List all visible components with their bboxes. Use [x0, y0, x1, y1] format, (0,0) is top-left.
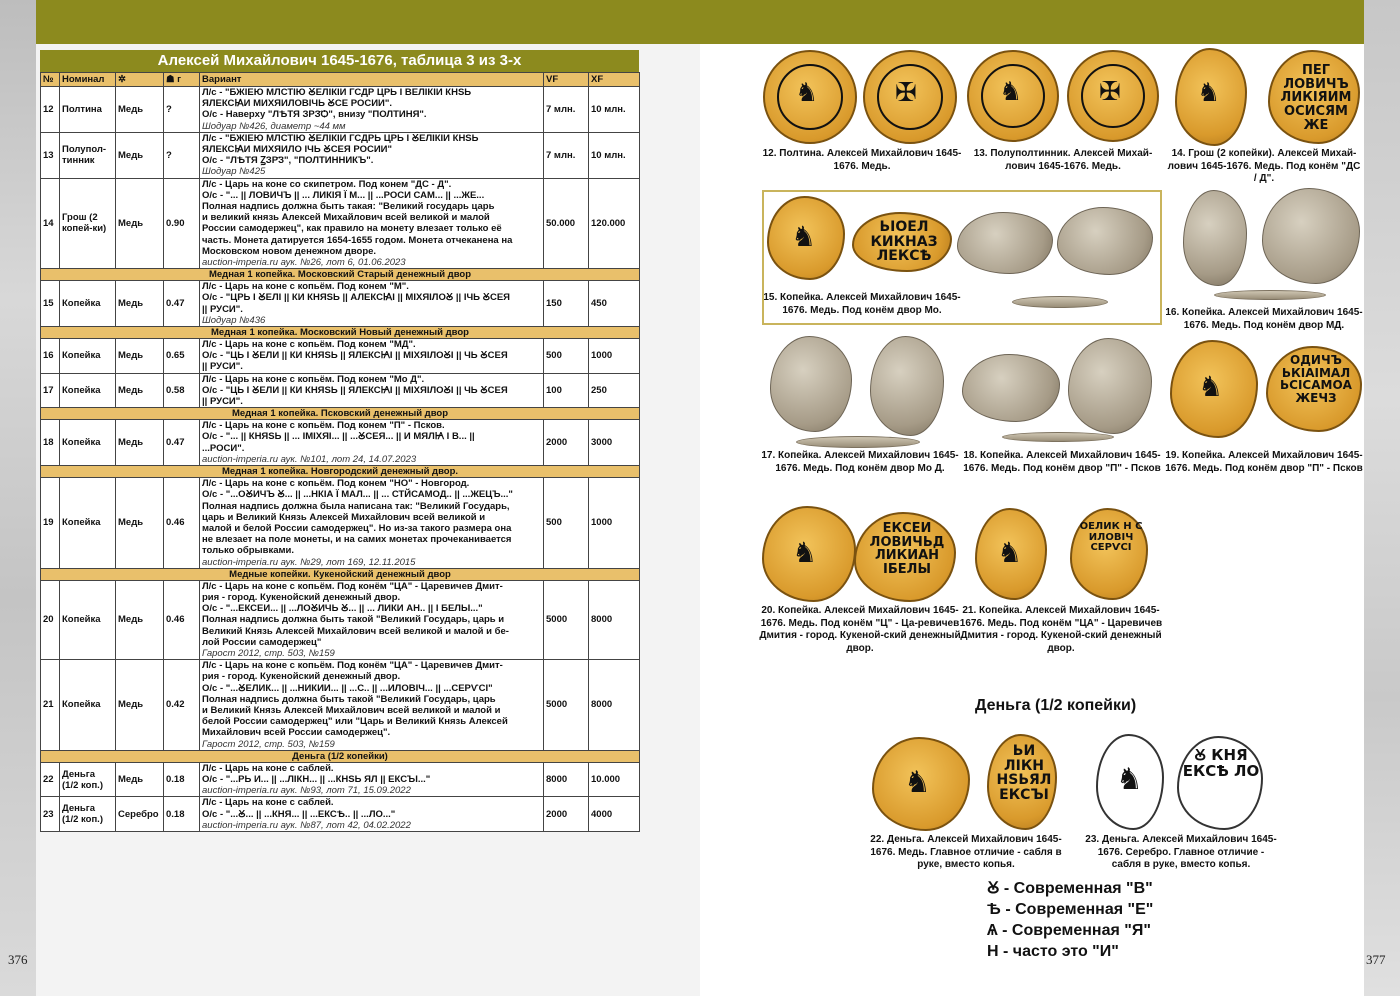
- variant-line: ...РОСИ".: [202, 442, 245, 454]
- cell-number: 17: [41, 373, 60, 408]
- cell-nominal: Копейка: [60, 281, 116, 327]
- variant-line: Михайлович всей России самодержец".: [202, 727, 391, 739]
- cell-metal: Медь: [116, 339, 164, 374]
- cell-nominal: Копейка: [60, 580, 116, 659]
- cell-xf: 120.000: [589, 178, 640, 269]
- coin-15-edge: [1012, 296, 1108, 308]
- cell-vf: 100: [544, 373, 589, 408]
- legend-line: Н - часто это "И": [987, 943, 1119, 960]
- header-bar: [36, 0, 1364, 44]
- rider-with-saber-icon: ♞: [1116, 762, 1143, 797]
- coin-15-obverse: [767, 196, 845, 280]
- variant-line: || РУСИ".: [202, 361, 243, 373]
- variant-line: О/с - "... || КНЯЅЬ || ... IМIХЯI... || ...ꙊСЕЯ... || И МЯЛꙖ I В... ||: [202, 431, 475, 443]
- cell-xf: 10.000: [589, 762, 640, 797]
- rider-icon: ♞: [997, 536, 1023, 569]
- cell-metal: Медь: [116, 580, 164, 659]
- cell-vf: 150: [544, 281, 589, 327]
- coin-17-edge: [796, 436, 920, 448]
- table-title: Алексей Михайлович 1645-1676, таблица 3 из 3-х: [40, 50, 639, 72]
- cell-vf: 500: [544, 339, 589, 374]
- coin-15-reverse: [852, 212, 952, 272]
- cell-weight: 0.46: [164, 580, 200, 659]
- coin-23-legend: Ꙋ КНЯ ЕКСѢ ЛО: [1182, 746, 1260, 780]
- table-row: [41, 132, 640, 178]
- variant-line: часть. Монета датируется 1654-1655 годом. Монета отчеканена на: [202, 234, 513, 246]
- cell-metal: Медь: [116, 87, 164, 133]
- cell-variant: [200, 87, 544, 133]
- variant-line: Л/с - Царь на коне с копьём. Под конём "ЦА" - Царевичев Дмит-: [202, 580, 503, 592]
- cell-nominal: Копейка: [60, 420, 116, 466]
- eagle-icon: ✠: [895, 78, 917, 108]
- cell-number: 14: [41, 178, 60, 269]
- variant-source: Шодуар №425: [202, 166, 266, 178]
- coin-13-obverse: [967, 50, 1059, 142]
- coin-12-caption: 12. Полтина. Алексей Михайлович 1645-1676. Медь.: [762, 148, 962, 172]
- variant-line: малой и белой России самодержец". Но из-за такого размера она: [202, 522, 512, 534]
- coin-14-obverse: [1175, 48, 1247, 146]
- cell-vf: 50.000: [544, 178, 589, 269]
- coin-18-edge: [1002, 432, 1114, 442]
- coin-20-legend: ЕКСЕИ ЛОВИЧЬД ЛИКИАН IБЕЛЫ: [869, 521, 945, 577]
- variant-line: О/с - "ЦЬ I ꙊЕЛИ || КИ КНЯЅЬ || ЯЛЕКСꙖI || МIХЯIЛОꙊI || ЧЬ ꙊСЕЯ: [202, 350, 508, 362]
- cell-vf: 5000: [544, 580, 589, 659]
- section-title: Медная 1 копейка. Московский Новый денежный двор: [41, 327, 640, 339]
- cell-metal: Медь: [116, 373, 164, 408]
- coin-21-reverse: [1070, 508, 1148, 600]
- variant-line: Л/с - Царь на коне с копьём. Под конем "Мо Д".: [202, 373, 425, 385]
- variant-source: Шодуар №436: [202, 314, 266, 326]
- variant-line: Л/с - Царь на коне с саблей.: [202, 797, 334, 809]
- cell-metal: Серебро: [116, 797, 164, 832]
- coin-14-caption: 14. Грош (2 копейки). Алексей Михай-лович 1645-1676. Медь. Под конём "ДС / Д".: [1167, 148, 1361, 184]
- coin-14-reverse: [1268, 50, 1360, 144]
- rider-icon: ♞: [999, 77, 1023, 107]
- cell-xf: 8000: [589, 580, 640, 659]
- cell-metal: Медь: [116, 660, 164, 751]
- variant-line: Л/с - "БЖIЕЮ МЛСТIЮ ꙊЕЛIКIИ ГСДРЬ ЦРЬ I ꙊЕЛIКIИ КНЅЬ: [202, 132, 479, 144]
- rider-icon: ♞: [1198, 370, 1224, 403]
- coin-22-caption: 22. Деньга. Алексей Михайлович 1645-1676. Медь. Главное отличие - сабля в руке, вместо копья.: [870, 834, 1062, 870]
- cell-variant: [200, 178, 544, 269]
- legend-line: Ꙋ - Современная "В": [987, 880, 1153, 897]
- coin-22-reverse: [987, 734, 1057, 830]
- coin-14-legend: ПЕГ ЛОВИЧЪ ЛИКIЯИМ ОСИСЯМ ЖЕ: [1280, 63, 1352, 133]
- header-number: №: [41, 73, 60, 87]
- variant-line: Московском новом денежном дворе.: [202, 245, 377, 257]
- variant-line: Полная надпись должна быть такая: "Великий государь царь: [202, 201, 495, 213]
- cell-number: 22: [41, 762, 60, 797]
- cell-weight: ?: [164, 87, 200, 133]
- table-row: [41, 420, 640, 466]
- cell-weight: 0.42: [164, 660, 200, 751]
- cell-variant: [200, 580, 544, 659]
- table-row: [41, 762, 640, 797]
- cell-metal: Медь: [116, 132, 164, 178]
- variant-line: Полная надпись должна быть такой "Великий Государь, царь: [202, 693, 496, 705]
- variant-line: Л/с - Царь на коне с копьём. Под конем "М".: [202, 281, 409, 293]
- coin-19-obverse: [1170, 340, 1258, 438]
- header-nominal: Номинал: [60, 73, 116, 87]
- coin-23-caption: 23. Деньга. Алексей Михайлович 1645-1676. Серебро. Главное отличие - сабля в руке, вместо копья.: [1085, 834, 1277, 870]
- cell-weight: 0.47: [164, 420, 200, 466]
- variant-line: Л/с - Царь на коне с копьём. Под конем "МД".: [202, 339, 416, 351]
- variant-line: О/с - "...ꙊЕЛИК... || ...НИКИИ... || ...С.. || ...ИЛОВIЧ... || ...СЕРѴСI": [202, 682, 493, 694]
- variant-source: auction-imperia.ru аук. №26, лот 6, 01.06.2023: [202, 257, 406, 269]
- variant-line: Великий Князь Алексей Михайлович всей великой и малой и бе-: [202, 625, 509, 637]
- left-margin-texture: [0, 0, 36, 996]
- variant-line: || РУСИ".: [202, 396, 243, 408]
- coin-19-legend: ОДИЧЪ ЬКIАIМАЛ ЬСIСАМОА ЖЕЧЗ: [1280, 353, 1352, 405]
- cell-vf: 500: [544, 478, 589, 569]
- section-header-row: [41, 750, 640, 762]
- coin-21-legend: ОЕЛИК Н С ИЛОВIЧ СЕРѴСI: [1079, 521, 1143, 553]
- coin-20-reverse: [854, 512, 956, 602]
- coin-22-obverse: [872, 737, 970, 831]
- coin-18-reverse: [1068, 338, 1152, 434]
- cell-variant: [200, 660, 544, 751]
- cell-number: 16: [41, 339, 60, 374]
- cell-weight: 0.18: [164, 797, 200, 832]
- variant-source: auction-imperia.ru аук. №93, лот 71, 15.09.2022: [202, 785, 411, 797]
- variant-line: Полная надпись должна быть такой "Великий Государь, царь и: [202, 614, 505, 626]
- variant-line: и Великий Князь Алексей Михайлович всей великой и малой и: [202, 704, 501, 716]
- variant-source: Гаросm 2012, стр. 503, №159: [202, 738, 335, 750]
- cell-xf: 3000: [589, 420, 640, 466]
- cell-nominal: Полтина: [60, 87, 116, 133]
- rider-icon: ♞: [795, 78, 819, 108]
- denga-heading: Деньга (1/2 копейки): [975, 697, 1137, 714]
- cell-variant: [200, 132, 544, 178]
- cell-variant: [200, 339, 544, 374]
- cell-xf: 10 млн.: [589, 87, 640, 133]
- coin-15-photo-reverse: [1057, 207, 1153, 275]
- coin-12-reverse: [863, 50, 957, 144]
- table-row: [41, 339, 640, 374]
- section-header-row: [41, 327, 640, 339]
- variant-line: России самодержец", как правило на монету влезает только её: [202, 223, 502, 235]
- cell-weight: ?: [164, 132, 200, 178]
- cell-xf: 1000: [589, 339, 640, 374]
- variant-line: Л/с - "БЖIЕЮ МЛСТIЮ ꙊЕЛIКIИ ГСДР ЦРЬ I ВЕЛIКIИ КНЅЬ: [202, 87, 472, 98]
- coin-17-reverse: [870, 336, 944, 436]
- coin-19-reverse: [1266, 346, 1362, 432]
- cell-weight: 0.90: [164, 178, 200, 269]
- coin-23-reverse: [1177, 736, 1263, 830]
- variant-line: не влезает на поле монеты, и на самих монетах прочеканивается: [202, 534, 512, 546]
- coin-17-caption: 17. Копейка. Алексей Михайлович 1645-1676. Медь. Под конём двор Мо Д.: [761, 450, 959, 474]
- rider-icon: ♞: [1197, 78, 1221, 108]
- section-title: Медная 1 копейка. Псковский денежный двор: [41, 408, 640, 420]
- variant-line: Л/с - Царь на коне с саблей.: [202, 762, 334, 774]
- variant-line: Л/с - Царь на коне со скипетром. Под конем "ДС - Д".: [202, 178, 452, 190]
- cell-weight: 0.47: [164, 281, 200, 327]
- section-title: Деньга (1/2 копейки): [41, 750, 640, 762]
- coin-18-caption: 18. Копейка. Алексей Михайлович 1645-1676. Медь. Под конём двор "П" - Псков: [963, 450, 1161, 474]
- header-metal: ✲: [116, 73, 164, 87]
- cell-metal: Медь: [116, 762, 164, 797]
- cell-variant: [200, 797, 544, 832]
- coin-21-obverse: [975, 508, 1047, 600]
- section-header-row: [41, 408, 640, 420]
- variant-line: белой России самодержец" или "Царь и Великий Князь Алексей: [202, 716, 508, 728]
- variant-line: Л/с - Царь на коне с копьём. Под конем "П" - Псков.: [202, 420, 445, 432]
- variant-line: Л/с - Царь на коне с копьём. Под конем "НО" - Новгород.: [202, 478, 470, 490]
- section-header-row: [41, 466, 640, 478]
- coin-21-caption: 21. Копейка. Алексей Михайлович 1645-1676. Медь. Под конём "ЦА" - Царевичев Дмития - город. Кукеной-ский денежный двор.: [959, 605, 1163, 654]
- cell-nominal: Грош (2 копей-ки): [60, 178, 116, 269]
- coin-16-caption: 16. Копейка. Алексей Михайлович 1645-1676. Медь. Под конём двор МД.: [1165, 307, 1363, 331]
- header-xf: XF: [589, 73, 640, 87]
- page-number-left: 376: [8, 952, 28, 967]
- coin-20-obverse: [762, 506, 856, 602]
- header-vf: VF: [544, 73, 589, 87]
- header-variant: Вариант: [200, 73, 544, 87]
- table-header-row: [41, 73, 640, 87]
- cell-vf: 2000: [544, 797, 589, 832]
- legend-line: Ѣ - Современная "Е": [987, 901, 1154, 918]
- variant-source: auction-imperia.ru аук. №29, лот 169, 12.11.2015: [202, 556, 416, 568]
- variant-line: О/с - "ЦЬ I ꙊЕЛИ || КИ КНЯЅЬ || ЯЛЕКСꙖI || МIХЯIЛОꙊI || ЧЬ ꙊСЕЯ: [202, 384, 508, 396]
- cell-variant: [200, 478, 544, 569]
- rider-icon: ♞: [792, 536, 818, 569]
- cell-nominal: Копейка: [60, 660, 116, 751]
- cell-variant: [200, 281, 544, 327]
- coin-15-photo-obverse: [957, 212, 1053, 274]
- coin-15-legend: ЬIОЕЛ КИКНАЗ ЛЕКСѢ: [870, 219, 938, 265]
- eagle-icon: ✠: [1099, 77, 1121, 107]
- cell-vf: 5000: [544, 660, 589, 751]
- variant-source: Гаросm 2012, стр. 503, №159: [202, 647, 335, 659]
- rider-with-saber-icon: ♞: [904, 765, 931, 800]
- cell-nominal: Копейка: [60, 373, 116, 408]
- variant-source: Шодуар №426, диаметр ~44 мм: [202, 120, 346, 132]
- cell-number: 21: [41, 660, 60, 751]
- page-number-right: 377: [1366, 952, 1386, 967]
- coin-20-caption: 20. Копейка. Алексей Михайлович 1645-1676. Медь. Под конём "Ц" - Ца-ревичев Дмития - город. Кукеной-ский денежный двор.: [759, 605, 961, 654]
- variant-line: О/с - "ЦРЬ I ꙊЕЛI || КИ КНЯЅЬ || АЛЕКСꙖI || МIХЯIЛОꙊ || IЧЬ ꙊСЕЯ: [202, 292, 511, 304]
- cell-number: 15: [41, 281, 60, 327]
- variant-line: рия - город. Кукенойский денежный двор.: [202, 671, 401, 683]
- table-row: [41, 660, 640, 751]
- variant-line: О/с - Наверху "ЛѢТЯ ЗРЗ҃Ѻ", внизу "ПОЛТИНЯ".: [202, 109, 427, 121]
- cell-vf: 7 млн.: [544, 87, 589, 133]
- variant-line: лой России самодержец": [202, 636, 322, 648]
- variant-line: О/с - "... || ЛОВИЧЪ || ... ЛИКIЯ Ї М... || ...РОСИ САМ... || ...ЖЕ...: [202, 189, 485, 201]
- cell-nominal: Копейка: [60, 339, 116, 374]
- rider-icon: ♞: [791, 220, 817, 253]
- variant-line: Полная надпись должна была написана так: "Великий Государь,: [202, 500, 510, 512]
- table-row: [41, 281, 640, 327]
- cell-number: 18: [41, 420, 60, 466]
- cell-xf: 8000: [589, 660, 640, 751]
- variant-source: auction-imperia.ru аук. №87, лот 42, 04.02.2022: [202, 819, 411, 831]
- cell-number: 12: [41, 87, 60, 133]
- cell-metal: Медь: [116, 420, 164, 466]
- cell-vf: 8000: [544, 762, 589, 797]
- cell-weight: 0.18: [164, 762, 200, 797]
- table-row: [41, 478, 640, 569]
- cell-xf: 10 млн.: [589, 132, 640, 178]
- cell-number: 13: [41, 132, 60, 178]
- variant-line: Л/с - Царь на коне с копьём. Под конём "ЦА" - Царевичев Дмит-: [202, 660, 503, 672]
- variant-line: и великий князь Алексей Михайлович всей великой и малой: [202, 212, 490, 224]
- section-title: Медная 1 копейка. Московский Старый денежный двор: [41, 269, 640, 281]
- variant-line: только обрывками.: [202, 545, 295, 557]
- cell-variant: [200, 420, 544, 466]
- coin-19-caption: 19. Копейка. Алексей Михайлович 1645-1676. Медь. Под конём двор "П" - Псков: [1165, 450, 1363, 474]
- cell-nominal: Деньга (1/2 коп.): [60, 762, 116, 797]
- section-header-row: [41, 269, 640, 281]
- cell-metal: Медь: [116, 178, 164, 269]
- variant-line: О/с - "...Ꙋ... || ...КНЯ... || ...ЕКСѢ.. || ...ЛО...": [202, 808, 396, 820]
- cell-variant: [200, 373, 544, 408]
- coin-23-obverse: [1096, 734, 1164, 830]
- catalog-table: [40, 72, 640, 832]
- cell-nominal: Копейка: [60, 478, 116, 569]
- variant-source: auction-imperia.ru аук. №101, лот 24, 14.07.2023: [202, 453, 417, 465]
- variant-line: О/с - "...ЕКСЕИ... || ...ЛОꙊИЧЬ Ꙋ... || ... ЛИКИ АН.. || I БЕЛЫ...": [202, 603, 483, 615]
- coin-22-legend: ЬИ ЛIКН НЅЬЯЛ ЕКСЪI: [996, 743, 1052, 804]
- variant-line: ЯЛЕКСꙖИ МИХЯИЛОВIЧЬ ꙊСЕ РОСИИ".: [202, 98, 393, 110]
- letter-legend: [987, 878, 1153, 962]
- cell-xf: 1000: [589, 478, 640, 569]
- variant-line: О/с - "ЛѢТЯ ꙀЗР҃З", "ПОЛТИННИКЪ".: [202, 155, 374, 167]
- table-row: [41, 178, 640, 269]
- variant-line: царь и Великий Князь Алексей Михайлович всей великой и: [202, 511, 486, 523]
- section-header-row: [41, 568, 640, 580]
- cell-vf: 7 млн.: [544, 132, 589, 178]
- table-row: [41, 580, 640, 659]
- coin-12-obverse: [763, 50, 857, 144]
- coin-16-obverse: [1183, 190, 1247, 286]
- table-row: [41, 87, 640, 133]
- variant-line: О/с - "...РЬ И... || ...ЛIКН... || ...КНЅЬ ЯЛ || ЕКСЪI...": [202, 773, 431, 785]
- variant-line: рия - город. Кукенойский денежный двор.: [202, 591, 401, 603]
- cell-number: 20: [41, 580, 60, 659]
- coin-17-obverse: [770, 336, 852, 432]
- cell-nominal: Деньга (1/2 коп.): [60, 797, 116, 832]
- variant-line: ЯЛЕКСꙖИ МИХЯИЛО IЧЬ ꙊСЕЯ РОСИИ": [202, 144, 392, 156]
- cell-weight: 0.65: [164, 339, 200, 374]
- section-title: Медные копейки. Кукенойский денежный двор: [41, 568, 640, 580]
- cell-metal: Медь: [116, 478, 164, 569]
- coin-13-reverse: [1067, 50, 1159, 142]
- coin-15-caption: 15. Копейка. Алексей Михайлович 1645-1676. Медь. Под конём двор Мо.: [763, 292, 961, 316]
- table-row: [41, 373, 640, 408]
- cell-vf: 2000: [544, 420, 589, 466]
- coin-18-obverse: [962, 354, 1060, 422]
- right-margin-texture: [1364, 0, 1400, 996]
- cell-weight: 0.58: [164, 373, 200, 408]
- header-weight: ☗ г: [164, 73, 200, 87]
- cell-number: 19: [41, 478, 60, 569]
- variant-line: О/с - "...ОꙊИЧЪ Ꙋ... || ...НКIА Ї МАЛ... || ... СТЙСАМОД.. || ...ЖЕЦЪ...": [202, 489, 513, 501]
- cell-number: 23: [41, 797, 60, 832]
- legend-line: Ѧ - Современная "Я": [987, 922, 1151, 939]
- variant-line: || РУСИ".: [202, 303, 243, 315]
- cell-xf: 450: [589, 281, 640, 327]
- table-row: [41, 797, 640, 832]
- coin-16-reverse: [1262, 188, 1360, 284]
- section-title: Медная 1 копейка. Новгородский денежный двор.: [41, 466, 640, 478]
- cell-xf: 4000: [589, 797, 640, 832]
- coin-16-edge: [1214, 290, 1326, 300]
- cell-variant: [200, 762, 544, 797]
- coin-13-caption: 13. Полуполтинник. Алексей Михай-лович 1645-1676. Медь.: [973, 148, 1153, 172]
- cell-weight: 0.46: [164, 478, 200, 569]
- cell-metal: Медь: [116, 281, 164, 327]
- cell-nominal: Полупол-тинник: [60, 132, 116, 178]
- cell-xf: 250: [589, 373, 640, 408]
